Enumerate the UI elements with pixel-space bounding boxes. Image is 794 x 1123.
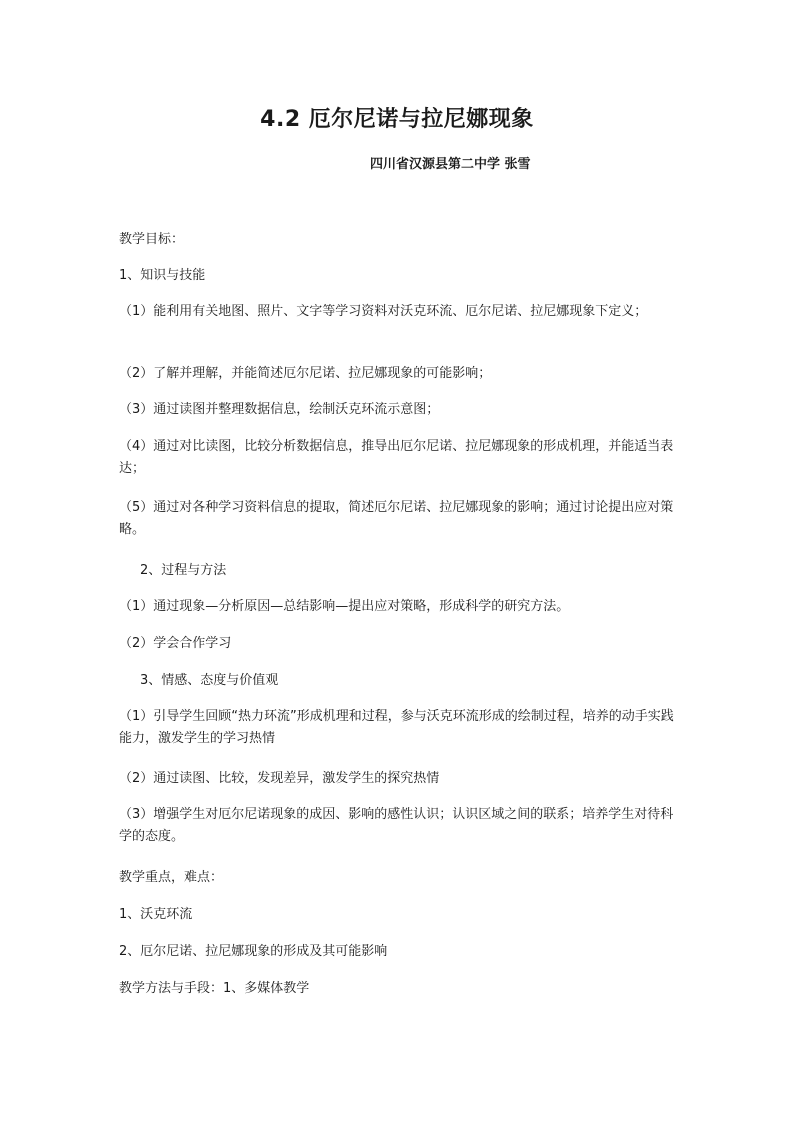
- key-point-item: 2、厄尔尼诺、拉尼娜现象的形成及其可能影响: [119, 944, 388, 959]
- objective-item: （4）通过对比读图，比较分析数据信息，推导出厄尔尼诺、拉尼娜现象的形成机理，并能适当表达；: [119, 439, 674, 476]
- subsection-process-methods: 2、过程与方法: [140, 563, 227, 578]
- section-heading-key-points: 教学重点，难点：: [119, 870, 224, 885]
- objective-item: （2）学会合作学习: [119, 636, 232, 651]
- objective-item: （3）增强学生对厄尔尼诺现象的成因、影响的感性认识；认识区域之间的联系；培养学生对待科学的态度。: [119, 807, 674, 844]
- section-heading-objectives: 教学目标：: [119, 232, 185, 247]
- objective-item: （2）了解并理解，并能简述厄尔尼诺、拉尼娜现象的可能影响；: [119, 366, 492, 381]
- author-line: 四川省汉源县第二中学 张雪: [370, 157, 531, 172]
- objective-item: （2）通过读图、比较，发现差异，激发学生的探究热情: [119, 771, 440, 786]
- subsection-knowledge-skills: 1、知识与技能: [119, 268, 206, 283]
- key-point-item: 1、沃克环流: [119, 907, 193, 922]
- objective-item: （1）通过现象—分析原因—总结影响—提出应对策略，形成科学的研究方法。: [119, 599, 570, 614]
- objective-item: （1）引导学生回顾“热力环流”形成机理和过程，参与沃克环流形成的绘制过程，培养的动手实践能力，激发学生的学习热情: [119, 709, 674, 746]
- objective-item: （3）通过读图并整理数据信息，绘制沃克环流示意图；: [119, 402, 440, 417]
- objective-item: （5）通过对各种学习资料信息的提取，简述厄尔尼诺、拉尼娜现象的影响；通过讨论提出应对策略。: [119, 500, 674, 537]
- section-heading-methods: 教学方法与手段：1、多媒体教学: [119, 981, 310, 996]
- objective-item: （1）能利用有关地图、照片、文字等学习资料对沃克环流、厄尔尼诺、拉尼娜现象下定义；: [119, 304, 648, 319]
- page-title: 4.2 厄尔尼诺与拉尼娜现象: [260, 107, 534, 132]
- subsection-attitudes-values: 3、情感、态度与价值观: [140, 673, 279, 688]
